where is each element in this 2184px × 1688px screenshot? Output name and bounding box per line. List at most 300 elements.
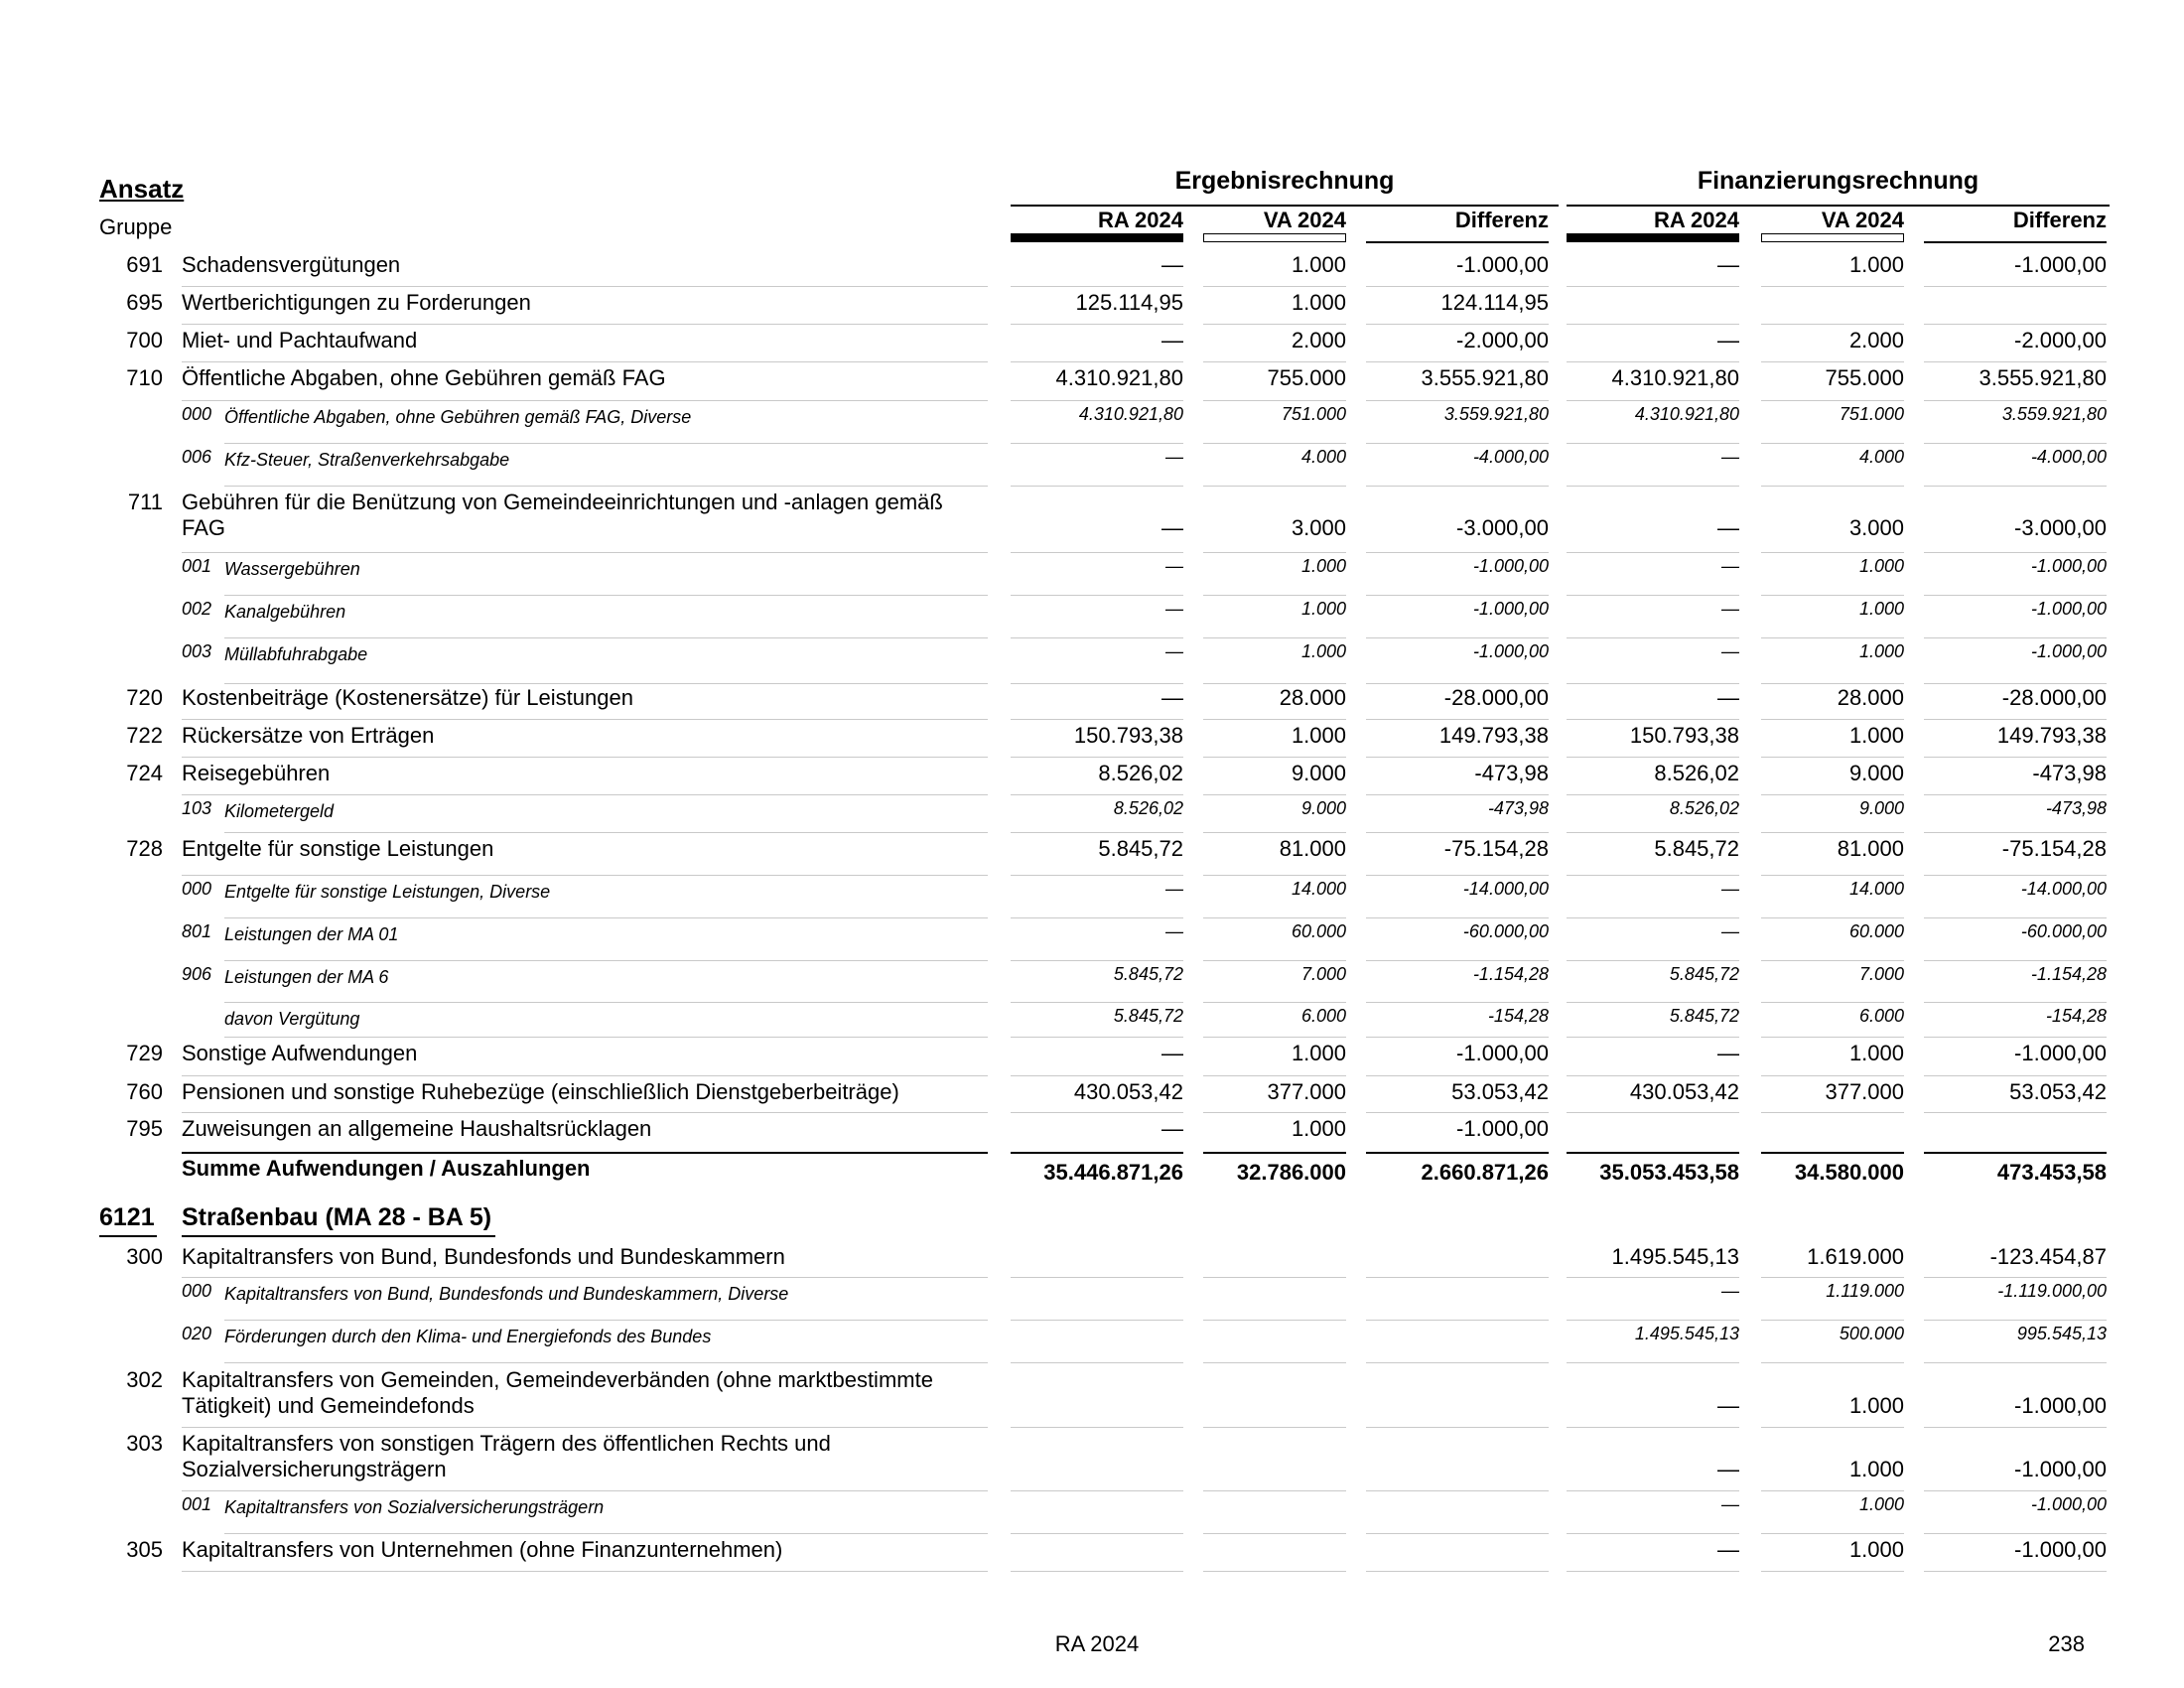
cell-rule <box>1203 486 1346 487</box>
cell-value: -1.000,00 <box>1472 599 1549 619</box>
row-label: Gebühren für die Benützung von Gemeindeeinrichtungen und -anlagen gemäß FAG <box>182 490 943 540</box>
group-rule-finanzierungsrechnung <box>1567 205 2110 207</box>
cell-value: 3.000 <box>1291 515 1346 540</box>
cell-rule <box>1366 719 1549 720</box>
cell-rule <box>1567 1362 1739 1363</box>
cell-value: -2.000,00 <box>2014 328 2107 352</box>
cell-value: 5.845,72 <box>1098 836 1183 861</box>
row-rule <box>182 1571 988 1572</box>
cell-rule <box>1203 960 1346 961</box>
cell-rule <box>1924 1320 2107 1321</box>
cell-value: — <box>1161 1041 1183 1065</box>
cell-rule <box>1567 960 1739 961</box>
cell-rule <box>1366 1075 1549 1076</box>
row-code: 760 <box>126 1079 163 1104</box>
row-label: Kapitaltransfers von Sozialversicherungsträgern <box>224 1497 605 1517</box>
cell-rule <box>1203 1037 1346 1038</box>
row-rule <box>224 1362 988 1363</box>
cell-value: 751.000 <box>1281 404 1346 424</box>
section-title-underline <box>182 1235 495 1237</box>
cell-value: 149.793,38 <box>1996 723 2107 748</box>
cell-rule <box>1924 794 2107 795</box>
row-rule <box>182 1427 988 1428</box>
cell-value: 2.000 <box>1291 328 1346 352</box>
row-label: Kapitaltransfers von Bund, Bundesfonds und Bundeskammern, Diverse <box>224 1284 789 1304</box>
cell-value: 28.000 <box>1837 685 1904 710</box>
cell-rule <box>1203 1427 1346 1428</box>
cell-rule <box>1924 1037 2107 1038</box>
cell-value: — <box>1721 641 1739 661</box>
cell-rule <box>1366 960 1549 961</box>
cell-rule <box>1366 637 1549 638</box>
cell-value: 1.000 <box>1858 1494 1904 1514</box>
cell-value: — <box>1717 685 1739 710</box>
cell-value: 35.446.871,26 <box>1043 1160 1183 1185</box>
cell-rule <box>1567 917 1739 918</box>
row-code: 722 <box>126 723 163 748</box>
row-rule <box>182 719 988 720</box>
cell-value: 32.786.000 <box>1236 1160 1346 1185</box>
cell-value: -3.000,00 <box>1456 515 1549 540</box>
cell-value: -3.000,00 <box>2014 515 2107 540</box>
cell-value: -1.000,00 <box>2014 252 2107 277</box>
row-code: 728 <box>126 836 163 861</box>
row-rule <box>182 1112 988 1113</box>
cell-rule <box>1011 637 1183 638</box>
row-label: Leistungen der MA 6 <box>224 967 389 987</box>
cell-rule <box>1011 1277 1183 1278</box>
cell-rule <box>1011 832 1183 833</box>
cell-rule <box>1203 1533 1346 1534</box>
row-label: davon Vergütung <box>224 1009 360 1029</box>
cell-value: — <box>1161 252 1183 277</box>
cell-value: — <box>1165 641 1183 661</box>
row-code: 695 <box>126 290 163 315</box>
cell-rule <box>1761 832 1904 833</box>
group-rule-ergebnisrechnung <box>1011 205 1559 207</box>
cell-rule <box>1567 832 1739 833</box>
cell-rule <box>1203 1112 1346 1113</box>
cell-rule <box>1203 719 1346 720</box>
cell-rule <box>1567 1427 1739 1428</box>
cell-rule <box>1567 1152 1739 1154</box>
cell-rule <box>1924 595 2107 596</box>
row-code: 720 <box>126 685 163 710</box>
cell-value: -60.000,00 <box>2020 921 2107 941</box>
cell-rule <box>1203 552 1346 553</box>
cell-rule <box>1366 324 1549 325</box>
cell-value: -1.154,28 <box>2030 964 2107 984</box>
cell-rule <box>1203 757 1346 758</box>
cell-value: 6.000 <box>1858 1006 1904 1026</box>
ansatz-heading: Ansatz <box>99 174 185 204</box>
cell-rule <box>1366 832 1549 833</box>
cell-rule <box>1203 595 1346 596</box>
cell-rule <box>1203 1362 1346 1363</box>
cell-value: 8.526,02 <box>1669 798 1739 818</box>
cell-rule <box>1011 1427 1183 1428</box>
row-code: 729 <box>126 1041 163 1065</box>
cell-rule <box>1924 1277 2107 1278</box>
cell-rule <box>1203 1277 1346 1278</box>
cell-value: -1.000,00 <box>2014 1041 2107 1065</box>
cell-rule <box>1011 960 1183 961</box>
legend-bar-va-hollow <box>1203 233 1346 242</box>
cell-rule <box>1761 1490 1904 1491</box>
cell-rule <box>1567 719 1739 720</box>
gruppe-heading: Gruppe <box>99 214 173 239</box>
cell-rule <box>1567 443 1739 444</box>
cell-value: 81.000 <box>1279 836 1346 861</box>
cell-rule <box>1761 875 1904 876</box>
cell-value: 3.559.921,80 <box>2001 404 2107 424</box>
cell-rule <box>1011 1037 1183 1038</box>
cell-value: -154,28 <box>1487 1006 1549 1026</box>
legend-bar-va-hollow <box>1761 233 1904 242</box>
cell-value: 5.845,72 <box>1113 964 1183 984</box>
legend-bar-diff-line <box>1366 241 1549 243</box>
cell-value: -28.000,00 <box>1443 685 1549 710</box>
cell-rule <box>1761 1112 1904 1113</box>
cell-rule <box>1761 757 1904 758</box>
cell-rule <box>1567 1533 1739 1534</box>
cell-rule <box>1366 1533 1549 1534</box>
cell-rule <box>1203 832 1346 833</box>
row-rule <box>224 1533 988 1534</box>
cell-rule <box>1366 1112 1549 1113</box>
row-code: 710 <box>126 365 163 390</box>
cell-value: -473,98 <box>1487 798 1549 818</box>
cell-rule <box>1366 486 1549 487</box>
cell-rule <box>1203 1320 1346 1321</box>
cell-value: 3.000 <box>1848 515 1904 540</box>
cell-rule <box>1567 794 1739 795</box>
row-rule <box>224 683 988 684</box>
cell-value: — <box>1721 921 1739 941</box>
row-code: 020 <box>182 1324 212 1343</box>
cell-value: — <box>1165 921 1183 941</box>
cell-value: -1.000,00 <box>2030 599 2107 619</box>
cell-rule <box>1567 1571 1739 1572</box>
cell-rule <box>1203 794 1346 795</box>
cell-rule <box>1011 1002 1183 1003</box>
row-code: 303 <box>126 1431 163 1456</box>
cell-rule <box>1011 875 1183 876</box>
row-code: 300 <box>126 1244 163 1269</box>
cell-rule <box>1366 1571 1549 1572</box>
cell-value: -75.154,28 <box>2001 836 2107 861</box>
row-code: 906 <box>182 964 212 984</box>
cell-rule <box>1761 917 1904 918</box>
col-header-er-diff: Differenz <box>1454 208 1549 232</box>
cell-rule <box>1366 1152 1549 1154</box>
row-label: Öffentliche Abgaben, ohne Gebühren gemäß FAG, Diverse <box>224 407 692 427</box>
cell-rule <box>1761 1362 1904 1363</box>
cell-rule <box>1011 1490 1183 1491</box>
cell-value: — <box>1161 515 1183 540</box>
row-code: 302 <box>126 1367 163 1392</box>
row-label: Rückersätze von Erträgen <box>182 723 435 748</box>
cell-rule <box>1924 1571 2107 1572</box>
cell-rule <box>1924 1533 2107 1534</box>
row-rule <box>182 875 988 876</box>
cell-value: 5.845,72 <box>1669 1006 1739 1026</box>
row-rule <box>182 757 988 758</box>
cell-value: 1.000 <box>1291 1116 1346 1141</box>
cell-rule <box>1567 1277 1739 1278</box>
cell-value: 9.000 <box>1300 798 1346 818</box>
cell-value: 5.845,72 <box>1669 964 1739 984</box>
cell-rule <box>1567 683 1739 684</box>
cell-rule <box>1011 443 1183 444</box>
cell-value: — <box>1165 447 1183 467</box>
row-rule <box>224 486 988 487</box>
cell-rule <box>1761 1571 1904 1572</box>
row-label: Kapitaltransfers von Unternehmen (ohne Finanzunternehmen) <box>182 1537 783 1562</box>
row-rule <box>182 361 988 362</box>
cell-rule <box>1203 917 1346 918</box>
cell-rule <box>1011 400 1183 401</box>
row-code: 795 <box>126 1116 163 1141</box>
cell-rule <box>1011 552 1183 553</box>
cell-value: 149.793,38 <box>1438 723 1549 748</box>
row-rule <box>182 1152 988 1154</box>
cell-value: 14.000 <box>1848 879 1904 899</box>
cell-rule <box>1924 875 2107 876</box>
cell-value: -1.000,00 <box>1472 556 1549 576</box>
cell-value: 150.793,38 <box>1073 723 1183 748</box>
cell-value: 751.000 <box>1839 404 1904 424</box>
cell-value: — <box>1161 685 1183 710</box>
row-code: 103 <box>182 798 212 818</box>
row-label: Müllabfuhrabgabe <box>224 644 368 664</box>
cell-rule <box>1366 443 1549 444</box>
cell-value: 6.000 <box>1300 1006 1346 1026</box>
cell-rule <box>1761 1075 1904 1076</box>
row-label: Kapitaltransfers von Bund, Bundesfonds und Bundeskammern <box>182 1244 785 1269</box>
cell-rule <box>1761 719 1904 720</box>
cell-rule <box>1761 1427 1904 1428</box>
row-code: 711 <box>127 490 163 514</box>
cell-value: 1.000 <box>1291 723 1346 748</box>
row-code: 700 <box>126 328 163 352</box>
footer-label: RA 2024 <box>1054 1631 1140 1656</box>
cell-value: -4.000,00 <box>1472 447 1549 467</box>
cell-value: 2.000 <box>1848 328 1904 352</box>
cell-rule <box>1924 400 2107 401</box>
row-rule <box>224 1320 988 1321</box>
cell-value: 9.000 <box>1291 761 1346 785</box>
cell-rule <box>1761 637 1904 638</box>
row-rule <box>182 794 988 795</box>
cell-rule <box>1924 832 2107 833</box>
cell-rule <box>1567 1490 1739 1491</box>
cell-value: 3.555.921,80 <box>1421 365 1549 390</box>
cell-rule <box>1203 683 1346 684</box>
cell-value: 8.526,02 <box>1098 761 1183 785</box>
cell-value: -123.454,87 <box>1989 1244 2107 1269</box>
col-header-fr-diff: Differenz <box>2012 208 2107 232</box>
cell-value: 500.000 <box>1839 1324 1904 1343</box>
cell-rule <box>1761 400 1904 401</box>
cell-rule <box>1761 286 1904 287</box>
cell-rule <box>1011 1152 1183 1154</box>
cell-value: 150.793,38 <box>1629 723 1739 748</box>
row-rule <box>224 1037 988 1038</box>
legend-bar-ra-filled <box>1011 233 1183 242</box>
cell-value: 53.053,42 <box>1451 1079 1549 1104</box>
row-rule <box>224 832 988 833</box>
cell-rule <box>1924 1490 2107 1491</box>
page-number: 238 <box>2048 1631 2085 1656</box>
cell-rule <box>1366 1277 1549 1278</box>
cell-rule <box>1203 1075 1346 1076</box>
row-rule <box>224 595 988 596</box>
col-header-fr-ra: RA 2024 <box>1653 208 1739 232</box>
cell-rule <box>1761 683 1904 684</box>
cell-rule <box>1366 1427 1549 1428</box>
cell-rule <box>1366 286 1549 287</box>
row-code: 000 <box>182 1281 212 1301</box>
row-rule <box>182 286 988 287</box>
row-rule <box>224 637 988 638</box>
cell-value: 8.526,02 <box>1654 761 1739 785</box>
cell-value: -4.000,00 <box>2030 447 2107 467</box>
cell-value: — <box>1717 1041 1739 1065</box>
cell-value: 1.000 <box>1848 723 1904 748</box>
cell-value: 1.000 <box>1300 641 1346 661</box>
cell-value: 473.453,58 <box>1996 1160 2107 1185</box>
cell-rule <box>1011 719 1183 720</box>
row-label: Entgelte für sonstige Leistungen, Diverse <box>224 882 551 902</box>
cell-rule <box>1924 286 2107 287</box>
cell-rule <box>1924 1112 2107 1113</box>
cell-value: — <box>1721 879 1739 899</box>
cell-rule <box>1011 1571 1183 1572</box>
legend-bar-diff-line <box>1924 241 2107 243</box>
col-header-fr-va: VA 2024 <box>1821 208 1904 232</box>
cell-rule <box>1924 443 2107 444</box>
cell-rule <box>1366 595 1549 596</box>
cell-value: 1.000 <box>1848 252 1904 277</box>
cell-value: -1.000,00 <box>1456 252 1549 277</box>
cell-value: 4.310.921,80 <box>1055 365 1183 390</box>
cell-rule <box>1567 757 1739 758</box>
cell-rule <box>1761 1037 1904 1038</box>
row-label: Reisegebühren <box>182 761 331 785</box>
section-code-underline <box>99 1235 157 1237</box>
cell-value: -1.000,00 <box>1456 1041 1549 1065</box>
cell-value: -1.154,28 <box>1472 964 1549 984</box>
row-rule <box>224 960 988 961</box>
cell-rule <box>1366 1362 1549 1363</box>
cell-rule <box>1924 324 2107 325</box>
cell-value: 4.310.921,80 <box>1634 404 1739 424</box>
cell-rule <box>1366 552 1549 553</box>
cell-value: 124.114,95 <box>1440 290 1549 315</box>
row-code: 801 <box>182 921 212 941</box>
cell-value: 4.310.921,80 <box>1611 365 1739 390</box>
cell-value: -14.000,00 <box>2020 879 2107 899</box>
cell-value: — <box>1161 328 1183 352</box>
cell-rule <box>1011 595 1183 596</box>
cell-value: 1.000 <box>1848 1041 1904 1065</box>
cell-rule <box>1366 361 1549 362</box>
cell-value: 1.000 <box>1291 290 1346 315</box>
row-rule <box>224 443 988 444</box>
cell-rule <box>1011 286 1183 287</box>
cell-rule <box>1761 960 1904 961</box>
row-rule <box>182 552 988 553</box>
cell-rule <box>1924 917 2107 918</box>
cell-value: 1.000 <box>1848 1393 1904 1418</box>
cell-rule <box>1366 875 1549 876</box>
cell-value: — <box>1721 1281 1739 1301</box>
row-label: Schadensvergütungen <box>182 252 401 277</box>
cell-value: — <box>1161 1116 1183 1141</box>
row-label: Öffentliche Abgaben, ohne Gebühren gemäß FAG <box>182 365 666 390</box>
cell-rule <box>1203 1490 1346 1491</box>
row-label: Summe Aufwendungen / Auszahlungen <box>182 1156 591 1181</box>
cell-rule <box>1761 324 1904 325</box>
cell-rule <box>1924 1152 2107 1154</box>
row-label: Sonstige Aufwendungen <box>182 1041 418 1065</box>
cell-rule <box>1924 486 2107 487</box>
row-label: Pensionen und sonstige Ruhebezüge (einschließlich Dienstgeberbeiträge) <box>182 1079 899 1104</box>
row-label: Leistungen der MA 01 <box>224 924 399 944</box>
row-code: 002 <box>182 599 212 619</box>
cell-rule <box>1761 595 1904 596</box>
row-label: Kanalgebühren <box>224 602 346 622</box>
cell-value: 755.000 <box>1825 365 1904 390</box>
row-label: Kfz-Steuer, Straßenverkehrsabgabe <box>224 450 510 470</box>
cell-value: 14.000 <box>1291 879 1346 899</box>
cell-rule <box>1924 719 2107 720</box>
row-label: Wertberichtigungen zu Forderungen <box>182 290 531 315</box>
cell-value: 755.000 <box>1267 365 1346 390</box>
cell-value: — <box>1717 515 1739 540</box>
cell-rule <box>1761 794 1904 795</box>
cell-value: — <box>1165 556 1183 576</box>
cell-value: 2.660.871,26 <box>1421 1160 1549 1185</box>
cell-value: — <box>1717 252 1739 277</box>
cell-rule <box>1761 1277 1904 1278</box>
cell-rule <box>1567 637 1739 638</box>
cell-rule <box>1011 361 1183 362</box>
cell-value: 4.000 <box>1300 447 1346 467</box>
cell-value: 35.053.453,58 <box>1599 1160 1739 1185</box>
cell-value: 1.495.545,13 <box>1634 1324 1739 1343</box>
cell-value: 28.000 <box>1279 685 1346 710</box>
cell-rule <box>1203 875 1346 876</box>
row-rule <box>182 400 988 401</box>
row-label: Zuweisungen an allgemeine Haushaltsrücklagen <box>182 1116 652 1141</box>
row-label: Wassergebühren <box>224 559 360 579</box>
cell-rule <box>1761 443 1904 444</box>
cell-value: 5.845,72 <box>1113 1006 1183 1026</box>
cell-value: -473,98 <box>2045 798 2107 818</box>
group-title-ergebnisrechnung: Ergebnisrechnung <box>1174 167 1395 195</box>
cell-rule <box>1011 757 1183 758</box>
cell-rule <box>1011 794 1183 795</box>
cell-value: 4.000 <box>1858 447 1904 467</box>
section-code: 6121 <box>99 1203 155 1231</box>
row-code: 000 <box>182 404 212 424</box>
cell-value: -473,98 <box>2032 761 2107 785</box>
row-label: Förderungen durch den Klima- und Energiefonds des Bundes <box>224 1327 712 1346</box>
cell-value: 7.000 <box>1858 964 1904 984</box>
row-label: Kostenbeiträge (Kostenersätze) für Leistungen <box>182 685 633 710</box>
